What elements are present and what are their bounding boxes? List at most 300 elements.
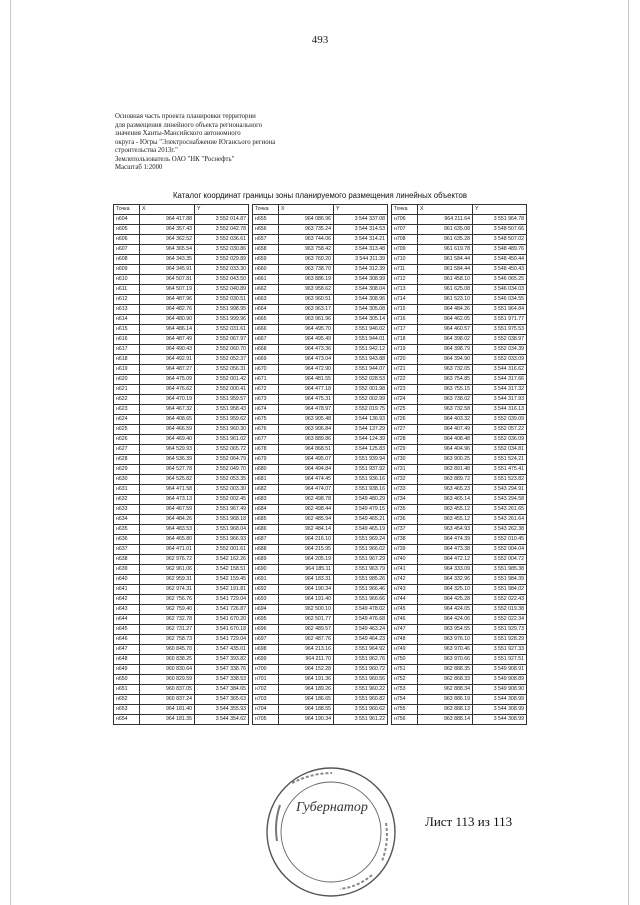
x-coordinate-cell: 961 584.44 [418,255,473,265]
table-row [253,675,388,685]
x-coordinate-cell: 962 974.31 [140,585,195,595]
x-coordinate-cell: 962 976.72 [140,555,195,565]
table-row [253,525,388,535]
point-id-cell: н650 [114,675,140,685]
point-id-cell: н661 [253,275,279,285]
table-row [114,565,249,575]
table-row [392,555,527,565]
y-coordinate-cell: 3 552 022.43 [473,595,527,605]
point-id-cell: н718 [392,335,418,345]
point-id-cell: н651 [114,685,140,695]
point-id-cell: н744 [392,595,418,605]
y-coordinate-cell: 3 549 476.68 [334,615,388,625]
x-coordinate-cell: 964 467.32 [140,405,195,415]
x-coordinate-cell: 964 477.18 [279,385,334,395]
y-coordinate-cell: 3 551 958.43 [195,405,249,415]
point-id-cell: н629 [114,465,140,475]
x-coordinate-cell: 964 474.45 [279,475,334,485]
table-header-cell: Y [334,205,388,215]
x-coordinate-cell: 961 635.28 [418,235,473,245]
point-id-cell: н643 [114,605,140,615]
table-row [253,275,388,285]
point-id-cell: н670 [253,365,279,375]
y-coordinate-cell: 3 542 158.51 [195,565,249,575]
header-line: для размещения линейного объекта регионального [115,121,263,129]
y-coordinate-cell: 3 548 450.44 [473,255,527,265]
y-coordinate-cell: 3 544 354.62 [195,715,249,725]
y-coordinate-cell: 3 544 316.13 [473,405,527,415]
table-row [114,695,249,705]
point-id-cell: н713 [392,285,418,295]
point-id-cell: н618 [114,355,140,365]
x-coordinate-cell: 963 905.48 [279,415,334,425]
point-id-cell: н636 [114,535,140,545]
x-coordinate-cell: 964 403.32 [418,415,473,425]
point-id-cell: н756 [392,715,418,725]
point-id-cell: н737 [392,525,418,535]
header-line: строительства 2013г." [115,147,178,154]
table-row [114,225,249,235]
point-id-cell: н679 [253,455,279,465]
x-coordinate-cell: 964 487.27 [140,365,195,375]
y-coordinate-cell: 3 552 052.37 [195,355,249,365]
table-row [392,485,527,495]
table-row [253,625,388,635]
y-coordinate-cell: 3 552 064.79 [195,455,249,465]
table-row [114,615,249,625]
x-coordinate-cell: 964 474.39 [418,535,473,545]
table-row [114,235,249,245]
x-coordinate-cell: 964 404.96 [418,445,473,455]
x-coordinate-cell: 964 181.35 [140,715,195,725]
x-coordinate-cell: 963 888.13 [418,705,473,715]
y-coordinate-cell: 3 552 002.99 [334,395,388,405]
y-coordinate-cell: 3 552 034.81 [473,445,527,455]
header-line: Масштаб 1:2000 [115,164,163,171]
seal-stamp [262,763,400,901]
x-coordinate-cell: 964 472.12 [418,555,473,565]
point-id-cell: н655 [253,215,279,225]
point-id-cell: н639 [114,565,140,575]
table-row [392,315,527,325]
y-coordinate-cell: 3 544 137.29 [334,425,388,435]
y-coordinate-cell: 3 544 312.39 [334,265,388,275]
y-coordinate-cell: 3 547 365.63 [195,695,249,705]
x-coordinate-cell: 964 484.26 [140,515,195,525]
x-coordinate-cell: 963 732.05 [418,365,473,375]
x-coordinate-cell: 961 635.08 [418,225,473,235]
y-coordinate-cell: 3 551 964.84 [473,305,527,315]
y-coordinate-cell: 3 544 337.08 [334,215,388,225]
x-coordinate-cell: 963 960.51 [279,295,334,305]
point-id-cell: н720 [392,355,418,365]
table-row [114,625,249,635]
y-coordinate-cell: 3 551 967.29 [334,555,388,565]
x-coordinate-cell: 964 868.51 [279,445,334,455]
table-row [392,215,527,225]
y-coordinate-cell: 3 551 928.29 [473,635,527,645]
y-coordinate-cell: 3 544 317.66 [473,375,527,385]
y-coordinate-cell: 3 552 036.61 [195,235,249,245]
table-row [253,375,388,385]
x-coordinate-cell: 964 471.01 [140,545,195,555]
x-coordinate-cell: 963 454.93 [418,525,473,535]
table-row [392,305,527,315]
header-line: значения Ханты-Мансийского автономного [115,130,241,137]
point-id-cell: н653 [114,705,140,715]
x-coordinate-cell: 964 507.19 [140,285,195,295]
point-id-cell: н611 [114,285,140,295]
y-coordinate-cell: 3 544 317.32 [473,385,527,395]
table-row [392,655,527,665]
point-id-cell: н722 [392,375,418,385]
y-coordinate-cell: 3 552 057.22 [473,425,527,435]
y-coordinate-cell: 3 552 004.72 [473,555,527,565]
x-coordinate-cell: 964 483.53 [140,525,195,535]
y-coordinate-cell: 3 549 463.24 [334,625,388,635]
y-coordinate-cell: 3 552 001.61 [195,545,249,555]
point-id-cell: н753 [392,685,418,695]
point-id-cell: н632 [114,495,140,505]
point-id-cell: н688 [253,545,279,555]
y-coordinate-cell: 3 541 726.87 [195,605,249,615]
table-row [114,705,249,715]
point-id-cell: н672 [253,385,279,395]
y-coordinate-cell: 3 543 262.38 [473,525,527,535]
point-id-cell: н732 [392,475,418,485]
table-row [114,385,249,395]
x-coordinate-cell: 964 211.64 [418,215,473,225]
x-coordinate-cell: 960 829.59 [140,675,195,685]
point-id-cell: н662 [253,285,279,295]
point-id-cell: н683 [253,495,279,505]
table-row [114,325,249,335]
table-row [114,555,249,565]
table-row [253,715,388,725]
point-id-cell: н712 [392,275,418,285]
x-coordinate-cell: 963 888.14 [418,715,473,725]
point-id-cell: н711 [392,265,418,275]
y-coordinate-cell: 3 551 984.39 [473,575,527,585]
y-coordinate-cell: 3 548 489.76 [473,245,527,255]
point-id-cell: н700 [253,665,279,675]
point-id-cell: н620 [114,375,140,385]
x-coordinate-cell: 963 970.66 [418,655,473,665]
table-row [114,335,249,345]
x-coordinate-cell: 964 408.48 [418,435,473,445]
table-row [253,705,388,715]
table-row [253,545,388,555]
y-coordinate-cell: 3 552 000.41 [195,385,249,395]
x-coordinate-cell: 963 465.23 [418,485,473,495]
y-coordinate-cell: 3 551 960.56 [334,675,388,685]
y-coordinate-cell: 3 547 338.53 [195,675,249,685]
y-coordinate-cell: 3 551 960.82 [334,695,388,705]
table-row [114,265,249,275]
table-row [114,365,249,375]
table-row [253,425,388,435]
table-row [114,535,249,545]
point-id-cell: н724 [392,395,418,405]
table-row [114,655,249,665]
y-coordinate-cell: 3 547 393.82 [195,655,249,665]
x-coordinate-cell: 962 487.76 [279,635,334,645]
point-id-cell: н659 [253,255,279,265]
left-margin-line [10,0,11,905]
x-coordinate-cell: 962 868.33 [418,675,473,685]
point-id-cell: н613 [114,305,140,315]
y-coordinate-cell: 3 542 159.45 [195,575,249,585]
point-id-cell: н699 [253,655,279,665]
x-coordinate-cell: 964 188.55 [279,705,334,715]
coordinate-table [113,204,249,725]
table-row [392,475,527,485]
point-id-cell: н697 [253,635,279,645]
y-coordinate-cell: 3 552 034.39 [473,345,527,355]
point-id-cell: н739 [392,545,418,555]
x-coordinate-cell: 963 954.55 [418,625,473,635]
y-coordinate-cell: 3 551 964.92 [334,645,388,655]
y-coordinate-cell: 3 551 960.22 [334,685,388,695]
y-coordinate-cell: 3 551 960.72 [334,665,388,675]
table-row [392,665,527,675]
x-coordinate-cell: 964 495.70 [279,325,334,335]
table-row [114,405,249,415]
table-row [392,605,527,615]
y-coordinate-cell: 3 551 985.26 [334,575,388,585]
table-row [114,595,249,605]
point-id-cell: н612 [114,295,140,305]
y-coordinate-cell: 3 552 029.89 [195,255,249,265]
y-coordinate-cell: 3 551 942.12 [334,345,388,355]
table-row [392,575,527,585]
x-coordinate-cell: 964 152.28 [279,665,334,675]
x-coordinate-cell: 964 486.14 [140,325,195,335]
table-row [114,675,249,685]
x-coordinate-cell: 962 498.44 [279,505,334,515]
point-id-cell: н698 [253,645,279,655]
table-row [392,345,527,355]
table-row [253,645,388,655]
x-coordinate-cell: 964 191.40 [279,595,334,605]
table-row [253,435,388,445]
x-coordinate-cell: 960 837.05 [140,685,195,695]
point-id-cell: н736 [392,515,418,525]
table-row [253,325,388,335]
x-coordinate-cell: 962 888.34 [418,685,473,695]
y-coordinate-cell: 3 544 317.93 [473,395,527,405]
x-coordinate-cell: 962 888.35 [418,665,473,675]
x-coordinate-cell: 962 500.10 [279,605,334,615]
x-coordinate-cell: 963 738.02 [418,395,473,405]
y-coordinate-cell: 3 552 028.53 [334,375,388,385]
table-row [253,605,388,615]
y-coordinate-cell: 3 544 308.99 [334,275,388,285]
y-coordinate-cell: 3 552 022.34 [473,615,527,625]
y-coordinate-cell: 3 549 465.21 [334,515,388,525]
table-row [114,395,249,405]
table-row [114,665,249,675]
table-row [253,575,388,585]
x-coordinate-cell: 963 886.19 [279,275,334,285]
table-row [114,315,249,325]
table-row [392,435,527,445]
x-coordinate-cell: 960 830.64 [140,665,195,675]
x-coordinate-cell: 964 470.19 [140,395,195,405]
table-row [392,595,527,605]
x-coordinate-cell: 964 494.84 [279,465,334,475]
table-row [253,405,388,415]
table-row [253,595,388,605]
point-id-cell: н623 [114,405,140,415]
table-row [114,445,249,455]
y-coordinate-cell: 3 551 960.62 [334,705,388,715]
point-id-cell: н633 [114,505,140,515]
x-coordinate-cell: 964 462.05 [418,315,473,325]
table-row [253,475,388,485]
point-id-cell: н694 [253,605,279,615]
table-row [392,535,527,545]
x-coordinate-cell: 964 407.49 [418,425,473,435]
x-coordinate-cell: 964 473.04 [279,355,334,365]
x-coordinate-cell: 964 480.90 [140,315,195,325]
table-row [114,515,249,525]
table-row [114,275,249,285]
point-id-cell: н676 [253,425,279,435]
y-coordinate-cell: 3 549 908.89 [473,675,527,685]
y-coordinate-cell: 3 551 963.79 [334,565,388,575]
table-row [114,545,249,555]
point-id-cell: н702 [253,685,279,695]
y-coordinate-cell: 3 551 985.38 [473,565,527,575]
x-coordinate-cell: 963 754.85 [418,375,473,385]
y-coordinate-cell: 3 551 523.82 [473,475,527,485]
table-row [392,455,527,465]
table-row [392,565,527,575]
point-id-cell: н749 [392,645,418,655]
y-coordinate-cell: 3 552 004.04 [473,545,527,555]
table-row [253,265,388,275]
x-coordinate-cell: 963 906.84 [279,425,334,435]
table-row [253,495,388,505]
table-row [253,245,388,255]
point-id-cell: н695 [253,615,279,625]
table-row [392,635,527,645]
table-row [392,585,527,595]
table-row [392,395,527,405]
point-id-cell: н646 [114,635,140,645]
table-row [392,425,527,435]
table-row [392,245,527,255]
point-id-cell: н663 [253,295,279,305]
x-coordinate-cell: 964 365.54 [140,245,195,255]
point-id-cell: н634 [114,515,140,525]
point-id-cell: н745 [392,605,418,615]
y-coordinate-cell: 3 551 966.66 [334,595,388,605]
y-coordinate-cell: 3 552 049.70 [195,465,249,475]
point-id-cell: н648 [114,655,140,665]
point-id-cell: н638 [114,555,140,565]
y-coordinate-cell: 3 551 966.93 [195,535,249,545]
table-row [253,505,388,515]
x-coordinate-cell: 963 958.62 [279,285,334,295]
table-header-cell: Точка [253,205,279,215]
x-coordinate-cell: 964 408.65 [140,415,195,425]
y-coordinate-cell: 3 551 964.78 [473,215,527,225]
y-coordinate-cell: 3 551 929.73 [473,625,527,635]
point-id-cell: н750 [392,655,418,665]
table-row [114,425,249,435]
y-coordinate-cell: 3 548 507.66 [473,225,527,235]
y-coordinate-cell: 3 551 962.76 [334,655,388,665]
x-coordinate-cell: 962 759.40 [140,605,195,615]
table-row [392,645,527,655]
x-coordinate-cell: 962 756.76 [140,595,195,605]
sheet-label: Лист 113 из 113 [425,814,513,829]
y-coordinate-cell: 3 549 479.15 [334,505,388,515]
x-coordinate-cell: 964 417.88 [140,215,195,225]
x-coordinate-cell: 962 961.06 [140,565,195,575]
table-row [392,355,527,365]
y-coordinate-cell: 3 544 308.99 [473,695,527,705]
x-coordinate-cell: 963 455.12 [418,515,473,525]
x-coordinate-cell: 964 398.02 [418,335,473,345]
point-id-cell: н671 [253,375,279,385]
point-id-cell: н729 [392,445,418,455]
x-coordinate-cell: 963 900.25 [418,455,473,465]
table-row [392,325,527,335]
point-id-cell: н691 [253,575,279,585]
y-coordinate-cell: 3 551 944.01 [334,335,388,345]
x-coordinate-cell: 964 183.31 [279,575,334,585]
stamp-text: Губернатор [296,800,368,815]
x-coordinate-cell: 964 215.95 [279,545,334,555]
x-coordinate-cell: 964 186.65 [279,695,334,705]
y-coordinate-cell: 3 552 042.78 [195,225,249,235]
point-id-cell: н656 [253,225,279,235]
point-id-cell: н635 [114,525,140,535]
y-coordinate-cell: 3 549 480.29 [334,495,388,505]
point-id-cell: н615 [114,325,140,335]
x-coordinate-cell: 964 465.80 [140,535,195,545]
y-coordinate-cell: 3 552 002.45 [195,495,249,505]
table-row [392,705,527,715]
table-row [114,525,249,535]
x-coordinate-cell: 963 744.06 [279,235,334,245]
x-coordinate-cell: 963 755.15 [418,385,473,395]
y-coordinate-cell: 3 551 937.92 [334,465,388,475]
table-row [253,255,388,265]
y-coordinate-cell: 3 544 305.08 [334,305,388,315]
point-id-cell: н649 [114,665,140,675]
y-coordinate-cell: 3 551 999.96 [195,315,249,325]
point-id-cell: н705 [253,715,279,725]
table-row [392,715,527,725]
y-coordinate-cell: 3 551 927.51 [473,655,527,665]
point-id-cell: н673 [253,395,279,405]
table-row [114,645,249,655]
x-coordinate-cell: 964 490.43 [140,345,195,355]
x-coordinate-cell: 961 625.08 [418,285,473,295]
table-header-cell: Y [473,205,527,215]
point-id-cell: н652 [114,695,140,705]
point-id-cell: н751 [392,665,418,675]
x-coordinate-cell: 963 963.17 [279,305,334,315]
y-coordinate-cell: 3 544 308.99 [473,715,527,725]
x-coordinate-cell: 963 889.72 [418,475,473,485]
x-coordinate-cell: 964 472.90 [279,365,334,375]
y-coordinate-cell: 3 552 019.75 [334,405,388,415]
